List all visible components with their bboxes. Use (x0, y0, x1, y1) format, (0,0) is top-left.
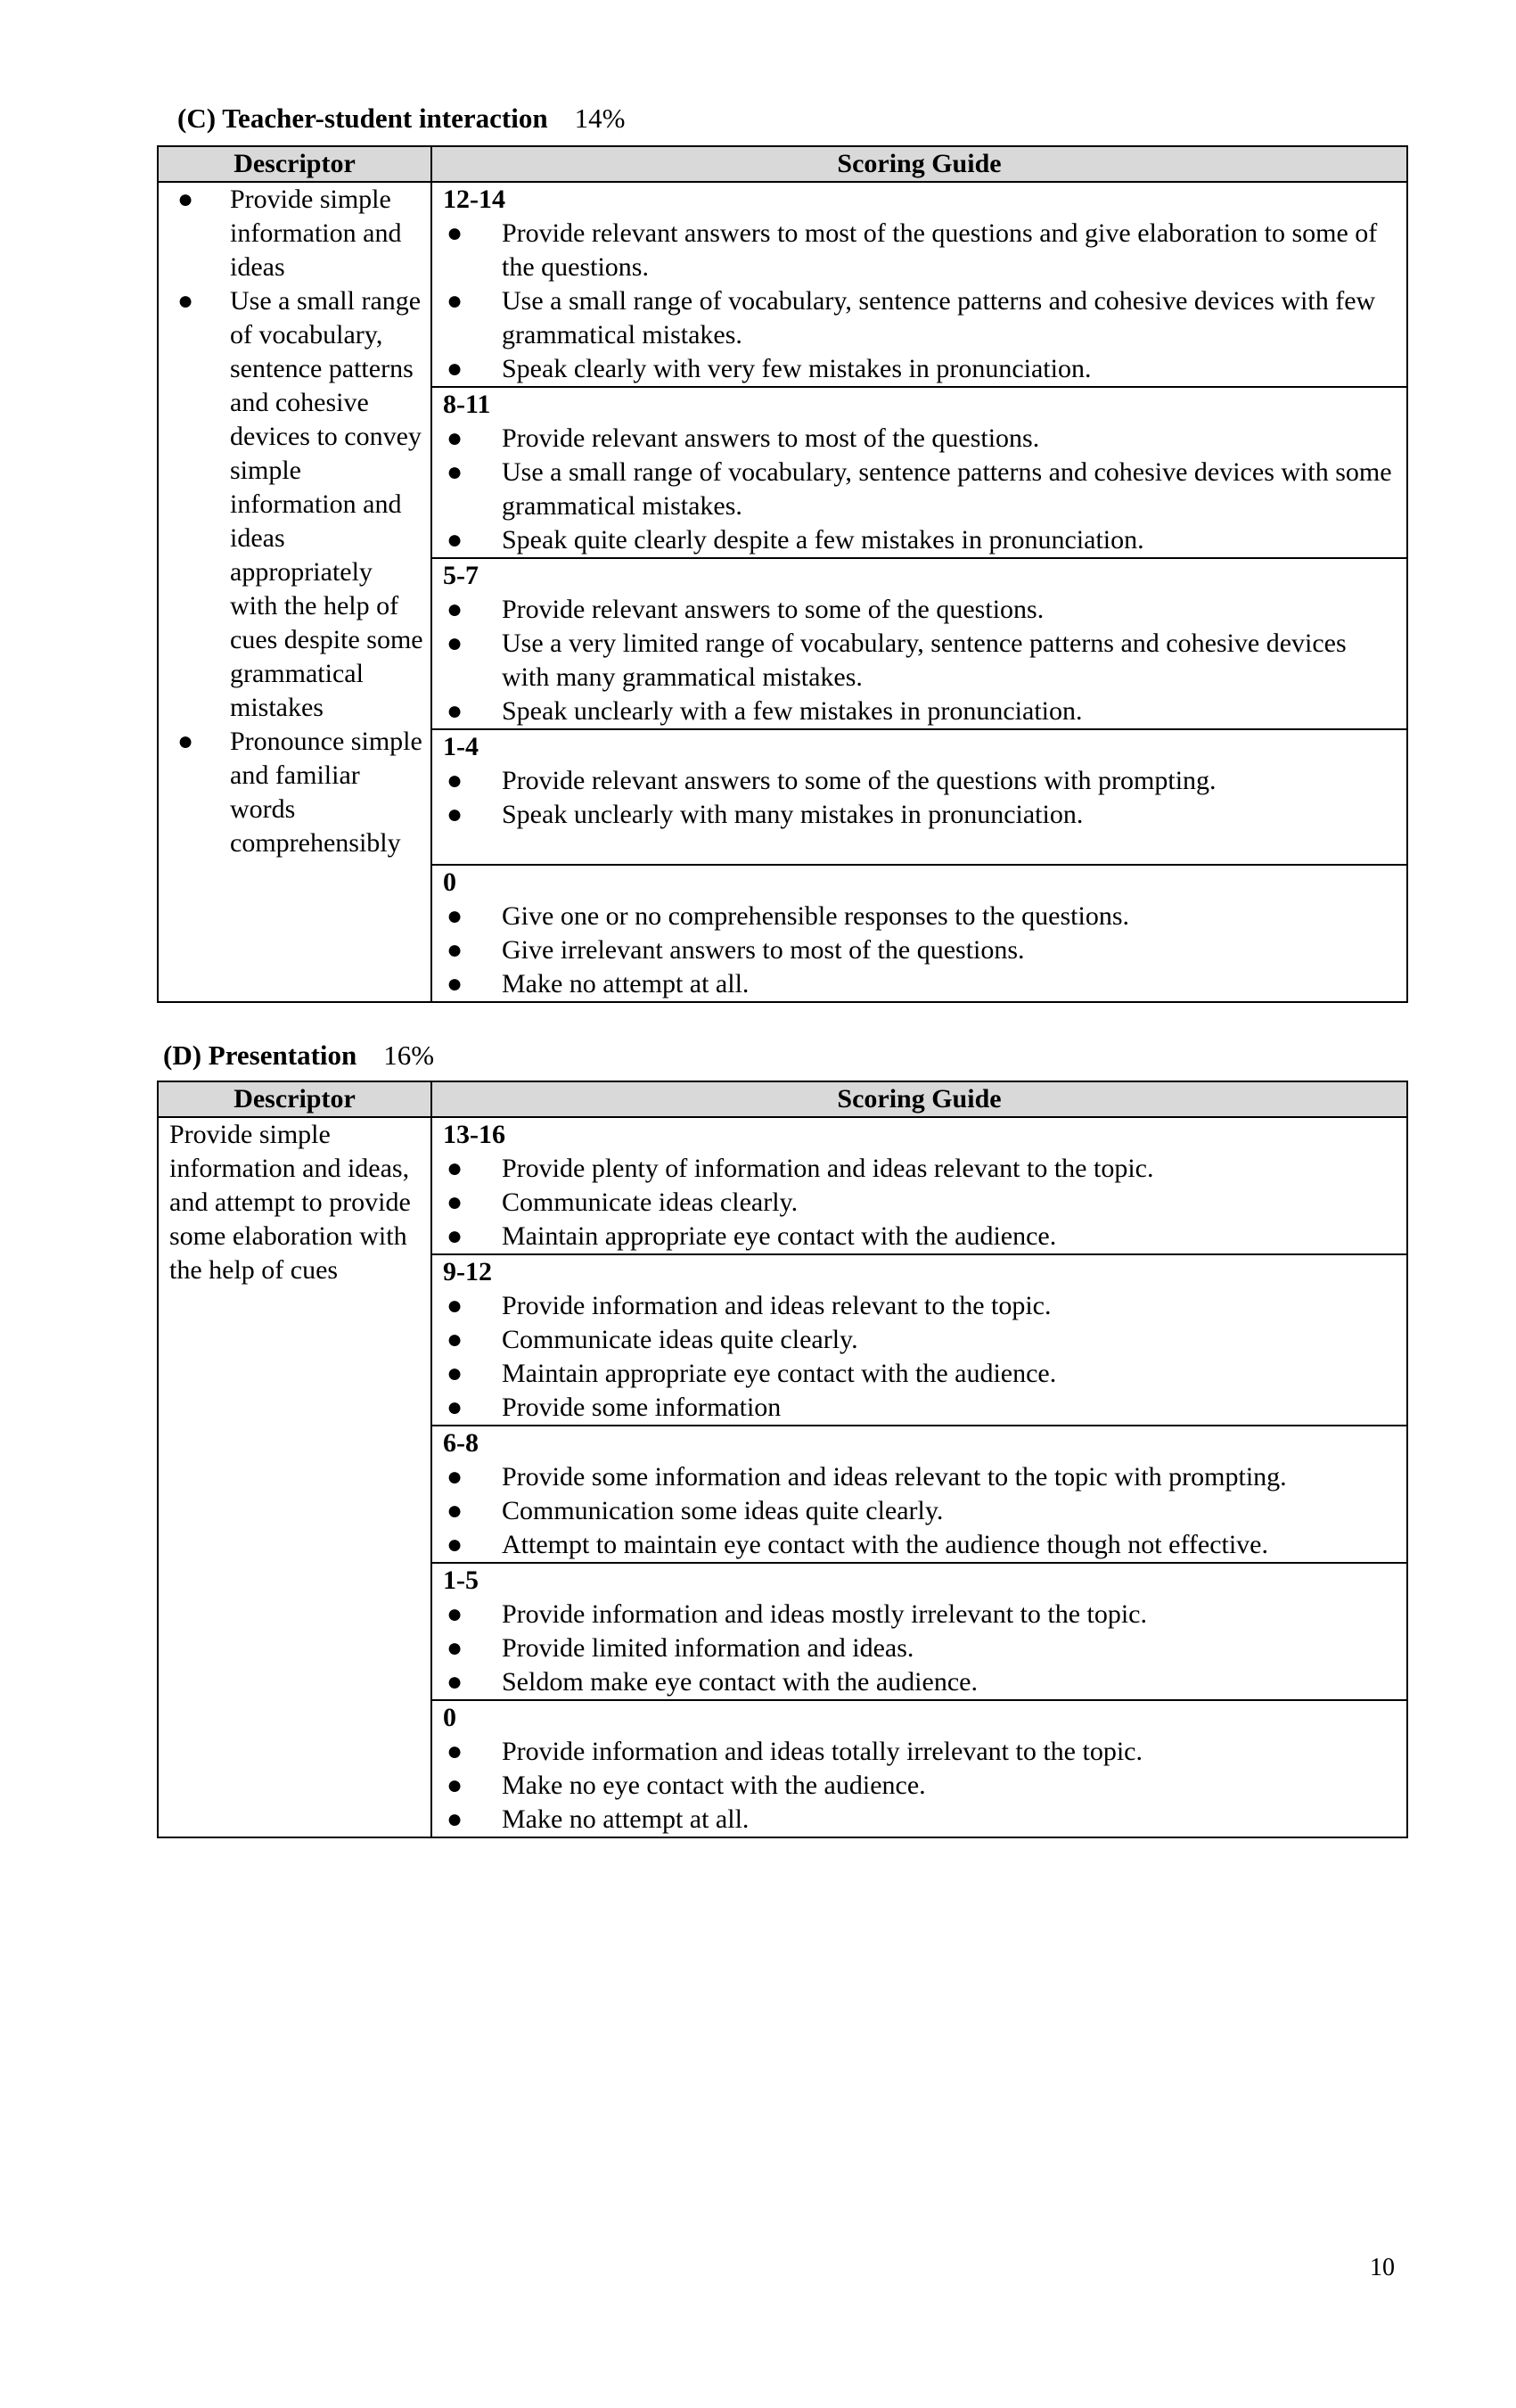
band-cell (431, 1254, 1407, 1426)
criterion-text: Provide some information (502, 1393, 782, 1422)
band-score: 5-7 (443, 561, 479, 590)
criterion-text: Provide information and ideas relevant to the topic. (502, 1291, 1052, 1320)
band-score: 9-12 (443, 1257, 492, 1286)
bullet-icon: ● (446, 935, 463, 965)
band-cell (431, 1117, 1407, 1254)
criterion-text: Maintain appropriate eye contact with the audience. (502, 1359, 1057, 1388)
bullet-icon: ● (446, 1325, 463, 1354)
criterion-item (443, 1357, 1406, 1391)
bullet-icon: ● (446, 1496, 463, 1525)
criterion-item (443, 593, 1406, 627)
band-cell (431, 182, 1407, 387)
bullet-icon: ● (446, 969, 463, 999)
criterion-item (443, 1220, 1406, 1253)
band-score: 8-11 (443, 390, 491, 419)
criterion-text: Provide limited information and ideas. (502, 1633, 914, 1663)
bullet-icon: ● (176, 286, 194, 316)
bullet-icon: ● (446, 800, 463, 829)
descriptor-header: Descriptor (158, 146, 431, 182)
criteria-list (443, 1289, 1406, 1425)
descriptor-text: Provide simple information and ideas (230, 185, 402, 282)
descriptor-item (159, 284, 430, 725)
criterion-item (443, 694, 1406, 728)
descriptor-header: Descriptor (158, 1081, 431, 1117)
criterion-text: Speak unclearly with a few mistakes in pronunciation. (502, 696, 1083, 726)
bullet-icon: ● (446, 1667, 463, 1697)
criterion-text: Provide some information and ideas relevant to the topic with prompting. (502, 1462, 1287, 1492)
bullet-icon: ● (446, 1737, 463, 1766)
section-d-rubric-table (157, 1081, 1408, 1838)
descriptor-cell (158, 1117, 431, 1837)
band-score: 6-8 (443, 1428, 479, 1458)
criterion-text: Provide information and ideas totally irrelevant to the topic. (502, 1737, 1143, 1766)
criterion-item (443, 1391, 1406, 1425)
criterion-text: Use a small range of vocabulary, sentence patterns and cohesive devices with some grammatical mistakes. (502, 457, 1392, 521)
bullet-icon: ● (446, 218, 463, 248)
criteria-list (443, 422, 1406, 557)
bullet-icon: ● (446, 286, 463, 316)
criterion-item (443, 217, 1406, 284)
bullet-icon: ● (446, 1154, 463, 1183)
criterion-item (443, 798, 1406, 832)
criteria-list (443, 900, 1406, 1001)
criterion-item (443, 1460, 1406, 1494)
criterion-item (443, 1494, 1406, 1528)
band-row (158, 1117, 1407, 1254)
criterion-text: Provide relevant answers to some of the questions. (502, 595, 1045, 624)
criterion-text: Communicate ideas quite clearly. (502, 1325, 858, 1354)
descriptor-text: Provide simple information and ideas, and attempt to provide some elaboration with the help of cues (169, 1120, 411, 1285)
bullet-icon: ● (446, 1291, 463, 1320)
descriptor-item (159, 183, 430, 284)
criterion-item (443, 1735, 1406, 1769)
descriptor-list (159, 183, 430, 860)
section-c-label: (C) Teacher-student interaction (177, 103, 548, 134)
criterion-text: Give irrelevant answers to most of the questions. (502, 935, 1025, 965)
bullet-icon: ● (446, 1771, 463, 1800)
criterion-item (443, 456, 1406, 523)
criterion-text: Provide plenty of information and ideas relevant to the topic. (502, 1154, 1154, 1183)
band-score: 1-4 (443, 732, 479, 761)
section-c-percent: 14% (574, 103, 626, 134)
bullet-icon: ● (176, 185, 194, 214)
bullet-icon: ● (446, 1633, 463, 1663)
table-header-row (158, 146, 1407, 182)
descriptor-text: Use a small range of vocabulary, sentence patterns and cohesive devices to convey simple information and ideas appropriately with the help of cues despite some grammatical mistakes (230, 286, 423, 722)
criterion-text: Speak clearly with very few mistakes in pronunciation. (502, 354, 1092, 383)
criterion-text: Make no attempt at all. (502, 1804, 750, 1834)
band-cell (431, 1563, 1407, 1700)
criterion-item (443, 1289, 1406, 1323)
band-score: 1-5 (443, 1566, 479, 1595)
band-score: 12-14 (443, 185, 505, 214)
bullet-icon: ● (446, 629, 463, 658)
criterion-text: Communicate ideas clearly. (502, 1188, 799, 1217)
section-c-heading (177, 102, 625, 136)
criterion-item (443, 1803, 1406, 1837)
criterion-text: Make no attempt at all. (502, 969, 750, 999)
bullet-icon: ● (446, 901, 463, 931)
band-cell (431, 729, 1407, 865)
bullet-icon: ● (446, 766, 463, 795)
descriptor-item (159, 725, 430, 860)
criterion-text: Use a small range of vocabulary, sentence patterns and cohesive devices with few grammatical mistakes. (502, 286, 1376, 349)
criterion-item (443, 1769, 1406, 1803)
bullet-icon: ● (446, 1221, 463, 1251)
bullet-icon: ● (446, 1393, 463, 1422)
criterion-text: Provide relevant answers to most of the questions. (502, 423, 1040, 453)
table-header-row (158, 1081, 1407, 1117)
bullet-icon: ● (446, 1599, 463, 1629)
criterion-item (443, 284, 1406, 352)
criterion-item (443, 422, 1406, 456)
criterion-text: Communication some ideas quite clearly. (502, 1496, 944, 1525)
bullet-icon: ● (446, 1462, 463, 1492)
scoring-guide-header: Scoring Guide (431, 146, 1407, 182)
criterion-text: Seldom make eye contact with the audience. (502, 1667, 978, 1697)
band-score: 0 (443, 867, 456, 897)
band-cell (431, 558, 1407, 729)
criterion-item (443, 1152, 1406, 1186)
criteria-list (443, 1152, 1406, 1253)
bullet-icon: ● (446, 1188, 463, 1217)
band-cell (431, 387, 1407, 558)
criterion-item (443, 1631, 1406, 1665)
bullet-icon: ● (446, 354, 463, 383)
bullet-icon: ● (446, 696, 463, 726)
bullet-icon: ● (446, 595, 463, 624)
criterion-item (443, 352, 1406, 386)
bullet-icon: ● (446, 1530, 463, 1559)
criterion-text: Attempt to maintain eye contact with the audience though not effective. (502, 1530, 1268, 1559)
criterion-item (443, 933, 1406, 967)
descriptor-text: Pronounce simple and familiar words comprehensibly (230, 727, 422, 858)
criterion-item (443, 967, 1406, 1001)
bullet-icon: ● (446, 423, 463, 453)
criteria-list (443, 593, 1406, 728)
bullet-icon: ● (176, 727, 194, 756)
band-cell (431, 1426, 1407, 1563)
section-d-percent: 16% (383, 1040, 435, 1071)
criteria-list (443, 1598, 1406, 1699)
criterion-text: Speak unclearly with many mistakes in pronunciation. (502, 800, 1084, 829)
bullet-icon: ● (446, 525, 463, 555)
bullet-icon: ● (446, 1359, 463, 1388)
descriptor-cell (158, 182, 431, 1002)
criterion-text: Make no eye contact with the audience. (502, 1771, 926, 1800)
criterion-item (443, 1665, 1406, 1699)
page-number: 10 (1370, 2254, 1395, 2281)
section-c-rubric-table (157, 145, 1408, 1003)
criterion-item (443, 523, 1406, 557)
criterion-item (443, 764, 1406, 798)
band-cell (431, 865, 1407, 1002)
criterion-text: Provide relevant answers to some of the questions with prompting. (502, 766, 1217, 795)
band-score: 13-16 (443, 1120, 505, 1149)
band-score: 0 (443, 1703, 456, 1732)
criteria-list (443, 1735, 1406, 1837)
criteria-list (443, 1460, 1406, 1562)
criterion-item (443, 900, 1406, 933)
band-cell (431, 1700, 1407, 1837)
scoring-guide-header: Scoring Guide (431, 1081, 1407, 1117)
criterion-text: Use a very limited range of vocabulary, sentence patterns and cohesive devices with many grammatical mistakes. (502, 629, 1347, 692)
criterion-item (443, 1186, 1406, 1220)
criterion-item (443, 627, 1406, 694)
criterion-text: Maintain appropriate eye contact with the audience. (502, 1221, 1057, 1251)
criteria-list (443, 217, 1406, 386)
section-d-label: (D) Presentation (163, 1040, 357, 1071)
criterion-text: Provide relevant answers to most of the questions and give elaboration to some of the questions. (502, 218, 1378, 282)
criterion-item (443, 1528, 1406, 1562)
criteria-list (443, 764, 1406, 832)
criterion-text: Provide information and ideas mostly irrelevant to the topic. (502, 1599, 1147, 1629)
bullet-icon: ● (446, 1804, 463, 1834)
criterion-text: Speak quite clearly despite a few mistakes in pronunciation. (502, 525, 1144, 555)
section-d-heading (163, 1039, 434, 1073)
criterion-item (443, 1323, 1406, 1357)
band-row (158, 182, 1407, 387)
bullet-icon: ● (446, 457, 463, 487)
criterion-item (443, 1598, 1406, 1631)
criterion-text: Give one or no comprehensible responses to the questions. (502, 901, 1130, 931)
